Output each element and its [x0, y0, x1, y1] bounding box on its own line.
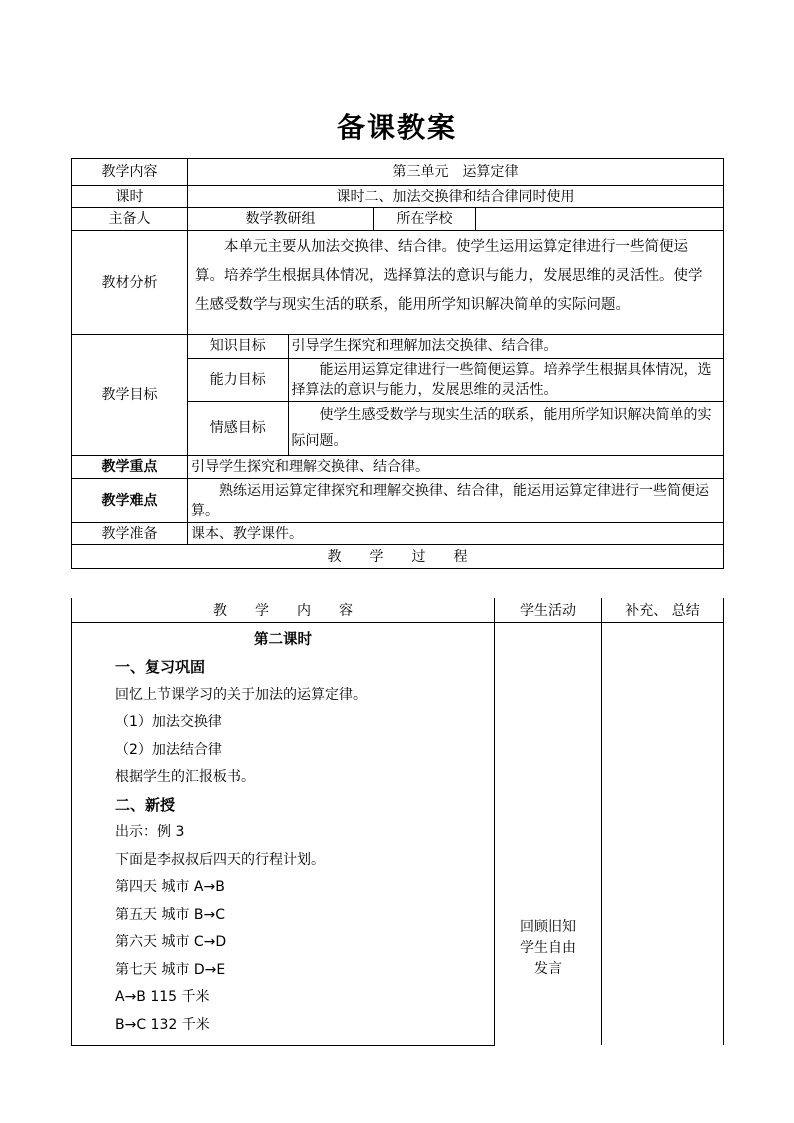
objective-ability	[188, 358, 723, 401]
row-preparer	[72, 208, 724, 231]
row-content	[72, 159, 724, 186]
preparer-value: 数学教研组	[188, 208, 374, 231]
lesson-process-table	[71, 598, 724, 1046]
lesson-line: A→B 115 千米	[115, 989, 210, 1005]
objective-knowledge	[188, 335, 723, 358]
analysis-text: 本单元主要从加法交换律、结合律。使学生运用运算定律进行一些简便运算。培养学生根据具体情况，选择算法的意识与能力，发展思维的灵活性。使学生感受数学与现实生活的联系，能用所学知识解决简单的实际问题。	[195, 239, 703, 313]
row-process-title	[72, 545, 724, 569]
objective-text: 使学生感受数学与现实生活的联系，能用所学知识解决简单的实际问题。	[288, 401, 723, 455]
lesson-section-heading: 二、新授	[115, 795, 176, 814]
school-label: 所在学校	[374, 208, 476, 231]
content-label: 教学内容	[72, 159, 188, 186]
row-process-header	[72, 598, 724, 622]
difficulties-label: 教学难点	[72, 479, 188, 523]
preparation-text: 课本、教学课件。	[188, 523, 724, 545]
process-title: 教 学 过 程	[72, 545, 724, 569]
row-period	[72, 186, 724, 208]
activity-line: 学生自由	[520, 939, 576, 956]
activity-line: 回顾旧知	[520, 918, 576, 935]
period-label: 课时	[72, 186, 188, 208]
student-activity-text	[495, 917, 601, 980]
lesson-section-heading: 一、复习巩固	[115, 658, 206, 676]
activity-line: 发言	[534, 960, 562, 977]
student-activity-cell	[495, 622, 602, 1045]
row-objectives	[72, 335, 724, 456]
col-content-header: 教 学 内 容	[72, 598, 495, 622]
lesson-line: 根据学生的汇报板书。	[115, 769, 255, 785]
summary-cell	[602, 622, 724, 1045]
difficulties-text: 熟练运用运算定律探究和理解交换律、结合律，能运用运算定律进行一些简便运算。	[188, 479, 724, 523]
objectives-label: 教学目标	[72, 335, 188, 456]
lesson-line: B→C 132 千米	[115, 1016, 210, 1033]
row-difficulties	[72, 479, 724, 523]
objective-text: 能运用运算定律进行一些简便运算。培养学生根据具体情况，选择算法的意识与能力，发展思维的灵活性。	[288, 358, 723, 401]
objective-label: 知识目标	[188, 335, 288, 358]
row-analysis	[72, 231, 724, 335]
lesson-line: （1）加法交换律	[115, 714, 222, 730]
row-lesson-body	[72, 622, 724, 1045]
col-activity-header: 学生活动	[495, 598, 602, 622]
lesson-plan-table	[71, 158, 724, 569]
lesson-line: 第七天 城市 D→E	[115, 961, 226, 978]
lesson-line: 第六天 城市 C→D	[115, 934, 227, 950]
lesson-line: 出示：例 3	[115, 824, 185, 840]
preparer-label: 主备人	[72, 208, 188, 231]
lesson-content-cell	[72, 622, 495, 1045]
objectives-table	[188, 335, 723, 455]
objective-label: 能力目标	[188, 358, 288, 401]
lesson-line: 第五天 城市 B→C	[115, 906, 226, 923]
objective-emotion	[188, 401, 723, 455]
lesson-content	[72, 623, 494, 1040]
row-preparation	[72, 523, 724, 545]
lesson-title: 第二课时	[254, 631, 312, 648]
preparation-label: 教学准备	[72, 523, 188, 545]
school-value	[476, 208, 724, 231]
content-value: 第三单元 运算定律	[188, 159, 724, 186]
objective-label: 情感目标	[188, 401, 288, 455]
lesson-line: 下面是李叔叔后四天的行程计划。	[115, 851, 325, 868]
objective-text: 引导学生探究和理解加法交换律、结合律。	[288, 335, 723, 358]
row-key-points	[72, 456, 724, 479]
lesson-line: （2）加法结合律	[115, 741, 222, 758]
key-points-text: 引导学生探究和理解交换律、结合律。	[188, 456, 724, 479]
lesson-line: 第四天 城市 A→B	[115, 879, 225, 895]
key-points-label: 教学重点	[72, 456, 188, 479]
analysis-label: 教材分析	[72, 231, 188, 335]
page-title: 备课教案	[336, 111, 457, 144]
period-value: 课时二、加法交换律和结合律同时使用	[188, 186, 724, 208]
lesson-line: 回忆上节课学习的关于加法的运算定律。	[115, 686, 367, 703]
col-summary-header: 补充、 总结	[602, 598, 724, 622]
